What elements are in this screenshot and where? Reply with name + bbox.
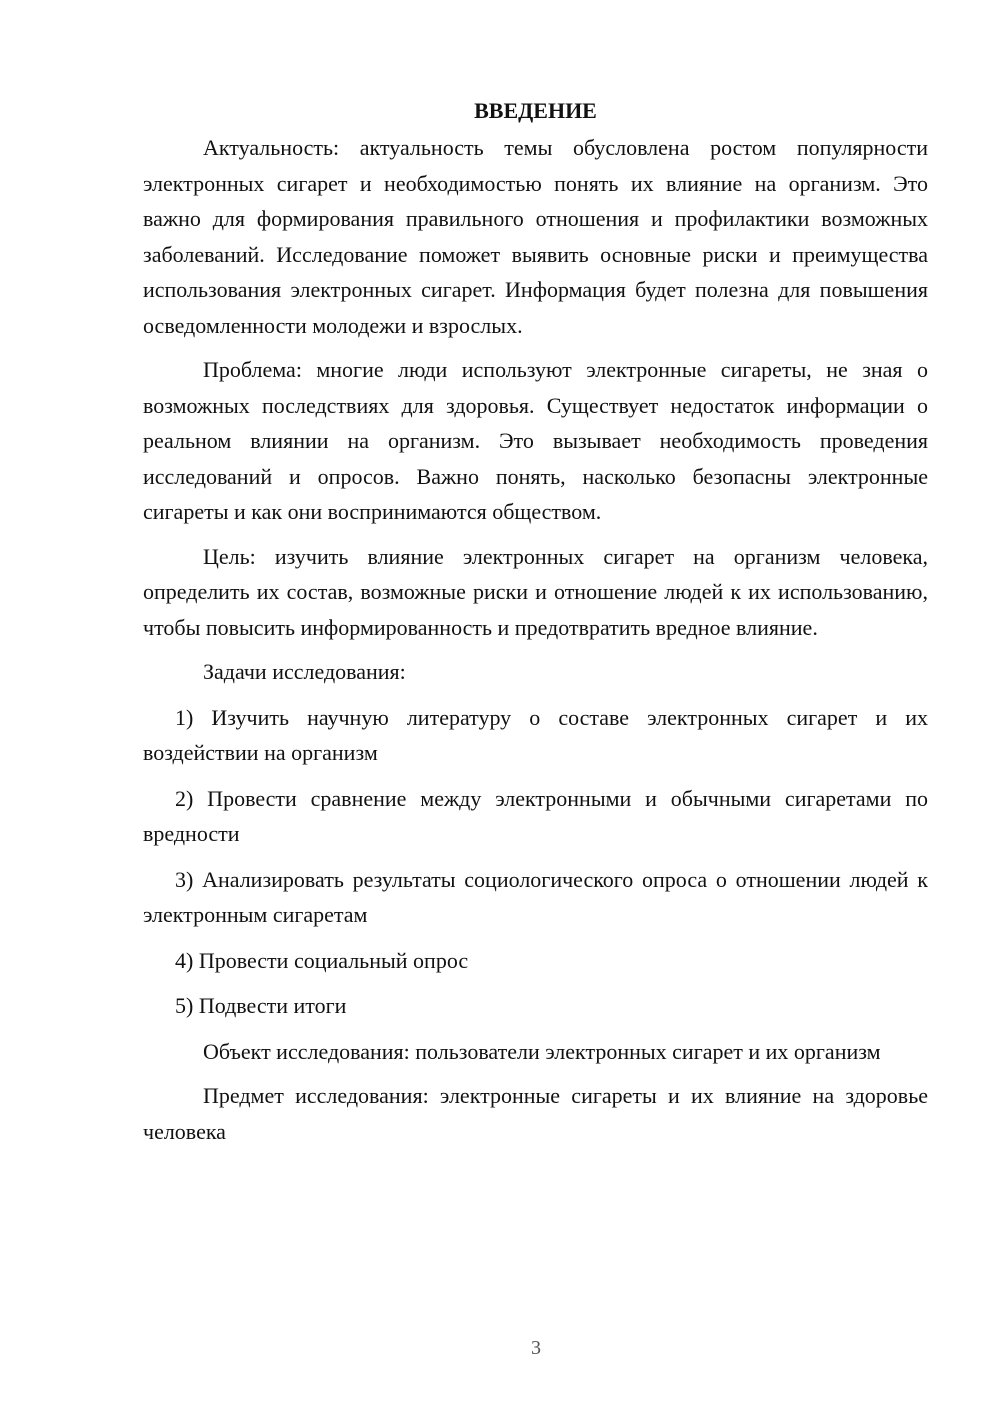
list-item: 2) Провести сравнение между электронными и обычными сигаретами по вредности: [143, 785, 928, 846]
page-content: [143, 92, 928, 1149]
page-number: 3: [531, 1337, 541, 1359]
tasks-list: [143, 700, 928, 1024]
relevance-paragraph: Актуальность: актуальность темы обусловлена ростом популярности электронных сигарет и необходимостью понять их влияние на организм. Это важно для формирования правильного отношения и профилактики возможных заболеваний. Исследование поможет выявить основные риски и преимущества использования электронных сигарет. Информация будет полезна для повышения осведомленности молодежи и взрослых.: [143, 135, 928, 338]
goal-paragraph: Цель: изучить влияние электронных сигарет на организм человека, определить их состав, возможные риски и отношение людей к их использованию, чтобы повысить информированность и предотвратить вредное влияние.: [143, 543, 928, 640]
list-item: 3) Анализировать результаты социологического опроса о отношении людей к электронным сигаретам: [143, 866, 928, 927]
page-title: ВВЕДЕНИЕ: [474, 98, 597, 123]
tasks-heading: Задачи исследования:: [203, 659, 406, 684]
list-item: 5) Подвести итоги: [175, 993, 347, 1018]
list-item: 1) Изучить научную литературу о составе электронных сигарет и их воздействии на организм: [143, 704, 928, 765]
object-paragraph: Объект исследования: пользователи электронных сигарет и их организм: [203, 1038, 881, 1064]
problem-paragraph: Проблема: многие люди используют электронные сигареты, не зная о возможных последствиях для здоровья. Существует недостаток информации о реальном влиянии на организм. Это вызывает необходимость проведения исследований и опросов. Важно понять, насколько безопасны электронные сигареты и как они воспринимаются обществом.: [143, 357, 928, 524]
subject-paragraph: Предмет исследования: электронные сигареты и их влияние на здоровье человека: [143, 1083, 928, 1144]
list-item: 4) Провести социальный опрос: [175, 947, 469, 973]
